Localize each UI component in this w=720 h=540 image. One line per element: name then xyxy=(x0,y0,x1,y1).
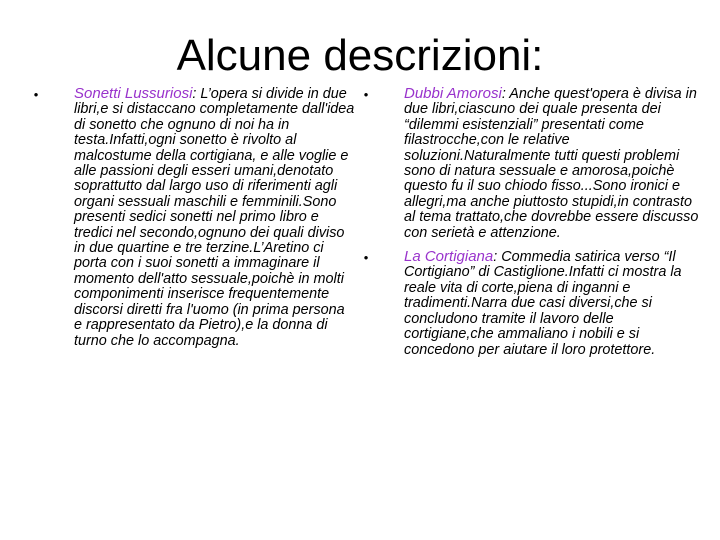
bullet-icon: • xyxy=(363,87,369,102)
bullet-text xyxy=(404,86,700,241)
item-colon: : xyxy=(192,86,197,102)
bullet-icon: • xyxy=(33,87,39,102)
bullet-item-sonetti-lussuriosi xyxy=(30,86,355,349)
item-term: Sonetti Lussuriosi xyxy=(74,85,193,102)
item-colon: : xyxy=(501,86,506,102)
item-body: Anche quest'opera è divisa in due libri,ciascuno dei quale presenta dei “dilemmi esistenziali” presentati come filastrocche,con le relative soluzioni.Naturalmente tutti questi problemi sono di natura sessuale e amorosa,poichè questo fu il suo chiodo fisso...Sono ironici e allegri,ma anche piuttosto stupidi,in contrasto al tema trattato,che dovrebbe essere discusso con serietà e attenzione. xyxy=(404,86,699,241)
item-colon: : xyxy=(493,249,498,266)
right-column xyxy=(360,86,700,358)
left-column xyxy=(30,86,355,349)
item-term: Dubbi Amorosi xyxy=(404,85,502,102)
item-body: L’opera si divide in due libri,e si distaccano completamente dall'idea di sonetto che ognuno di noi ha in testa.Infatti,ogni sonetto è rivolto al malcostume della cortigiana, e alle voglie e alle passioni degli esseri umani,denotato soprattutto dal largo uso di riferimenti agli organi sessuali maschili e femminili.Sono presenti sedici sonetti nel primo libro e tredici nel secondo,ognuno dei quali diviso in due quartine e tre terzine.L’Aretino ci porta con i suoi sonetti a immaginare il momento dell'atto sessuale,poichè in molti componimenti inserisce frequentemente discorsi diretti fra l'uomo (in prima persona e rappresentato da Pietro),e la donna di turno che lo accompagna. xyxy=(74,86,355,349)
bullet-text xyxy=(74,86,355,349)
item-term: La Cortigiana xyxy=(404,248,494,266)
slide-title: Alcune descrizioni: xyxy=(176,31,544,80)
bullet-item-la-cortigiana xyxy=(360,249,700,358)
bullet-icon: • xyxy=(363,250,369,266)
bullet-item-dubbi-amorosi xyxy=(360,86,700,241)
bullet-text xyxy=(404,249,700,358)
item-body: Commedia satirica verso “Il Cortigiano” di Castiglione.Infatti ci mostra la reale vita di corte,piena di inganni e tradimenti.Narra due casi diversi,che si concludono tramite il lavoro delle cortigiane,che ammaliano i nobili e si concedono per aiutare il loro protettore. xyxy=(404,249,682,358)
